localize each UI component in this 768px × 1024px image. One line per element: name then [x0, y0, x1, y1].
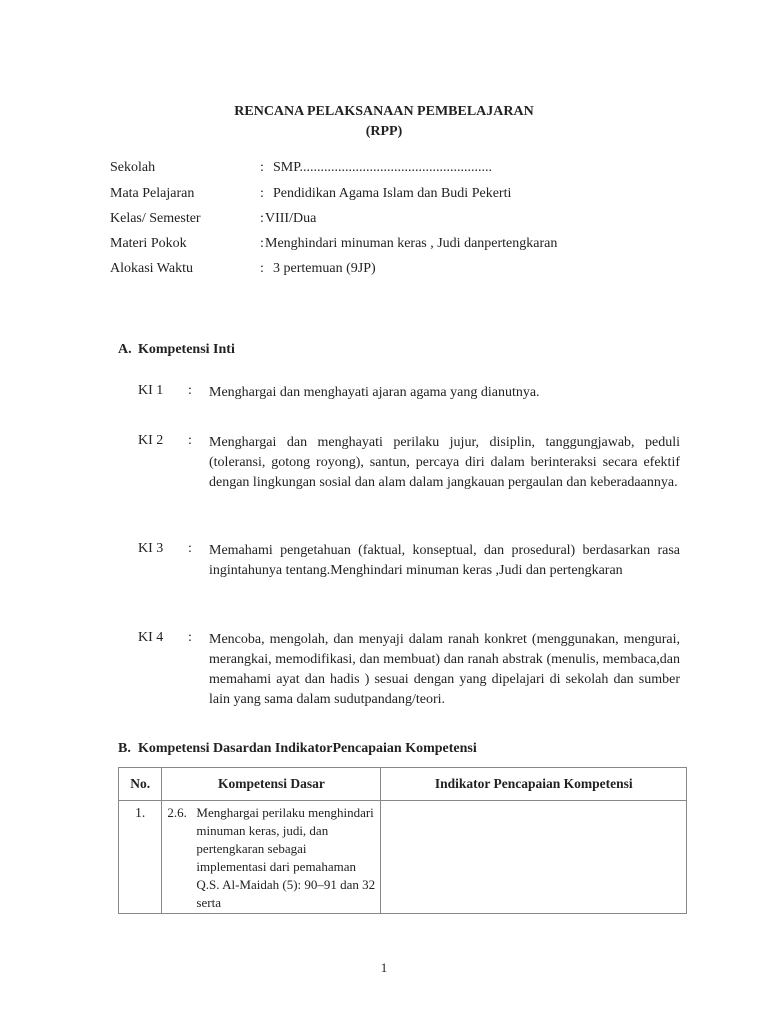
ki-colon: : [188, 383, 192, 398]
info-label: Alokasi Waktu [110, 261, 193, 276]
info-row-kelas-semester [110, 211, 670, 233]
info-separator: : [260, 186, 264, 201]
cell-indikator [381, 801, 687, 914]
section-letter: A. [118, 342, 132, 357]
ki-text: Mencoba, mengolah, dan menyaji dalam ranah konkret (menggunakan, mengurai, merangkai, memodifikasi, dan membuat) dan ranah abstrak (menulis, membaca,dan memahami ayat dan hadis ) sesuai dengan yang dipelajari di sekolah dan sumber lain yang sama dalam sudutpandang/teori. [209, 632, 680, 707]
ki-text: Menghargai dan menghayati ajaran agama yang dianutnya. [209, 385, 540, 400]
info-separator: : [260, 236, 264, 251]
table-row [119, 801, 687, 914]
ki-code: KI 3 [138, 541, 164, 556]
info-separator: : [260, 211, 264, 226]
info-row-mata-pelajaran [110, 186, 670, 208]
document-title: RENCANA PELAKSANAAN PEMBELAJARAN [234, 104, 534, 119]
ki-colon: : [188, 541, 192, 556]
table-header-row [119, 768, 687, 801]
ki-code: KI 4 [138, 630, 164, 645]
document-subtitle: (RPP) [365, 124, 403, 139]
ki-text: Menghargai dan menghayati perilaku jujur, disiplin, tanggungjawab, peduli (toleransi, gotong royong), santun, percaya diri dalam berinteraksi secara efektif dengan lingkungan sosial dan alam dalam jangkauan pergaulan dan keberadaannya. [209, 435, 680, 490]
ki-colon: : [188, 433, 192, 448]
info-value: VIII/Dua [265, 211, 317, 226]
section-a-heading [118, 342, 235, 358]
info-value: Pendidikan Agama Islam dan Budi Pekerti [273, 186, 512, 201]
info-row-alokasi-waktu [110, 261, 670, 283]
info-separator: : [260, 261, 264, 276]
page-number: 1 [380, 960, 388, 975]
ki-code: KI 1 [138, 383, 164, 398]
ki-colon: : [188, 630, 192, 645]
cell-no: 1. [119, 801, 162, 914]
section-b-heading [118, 741, 477, 757]
info-label: Sekolah [110, 160, 156, 175]
kompetensi-table [118, 767, 687, 914]
section-letter: B. [118, 741, 131, 756]
cell-kompetensi-dasar [162, 801, 381, 914]
col-header-no: No. [119, 768, 162, 801]
info-value: SMP....................................................... [273, 160, 492, 175]
info-row-sekolah [110, 160, 670, 182]
info-label: Kelas/ Semester [110, 211, 201, 226]
col-header-indikator: Indikator Pencapaian Kompetensi [381, 768, 687, 801]
kd-text: Menghargai perilaku menghindari minuman keras, judi, dan pertengkaran sebagai implementasi dari pemahaman Q.S. Al-Maidah (5): 90–91 dan 32 serta [196, 805, 376, 910]
section-title: Kompetensi Dasardan IndikatorPencapaian Kompetensi [138, 741, 477, 756]
col-header-kompetensi-dasar: Kompetensi Dasar [162, 768, 381, 801]
info-row-materi-pokok [110, 236, 670, 258]
info-label: Materi Pokok [110, 236, 187, 251]
info-label: Mata Pelajaran [110, 186, 195, 201]
info-value: Menghindari minuman keras , Judi danpertengkaran [265, 236, 558, 251]
info-value: 3 pertemuan (9JP) [273, 261, 376, 276]
ki-text: Memahami pengetahuan (faktual, konseptual, dan prosedural) berdasarkan rasa ingintahunya tentang.Menghindari minuman keras ,Judi dan pertengkaran [209, 543, 680, 578]
info-separator: : [260, 160, 264, 175]
section-title: Kompetensi Inti [138, 342, 235, 357]
ki-code: KI 2 [138, 433, 164, 448]
kd-number: 2.6. [167, 805, 187, 820]
